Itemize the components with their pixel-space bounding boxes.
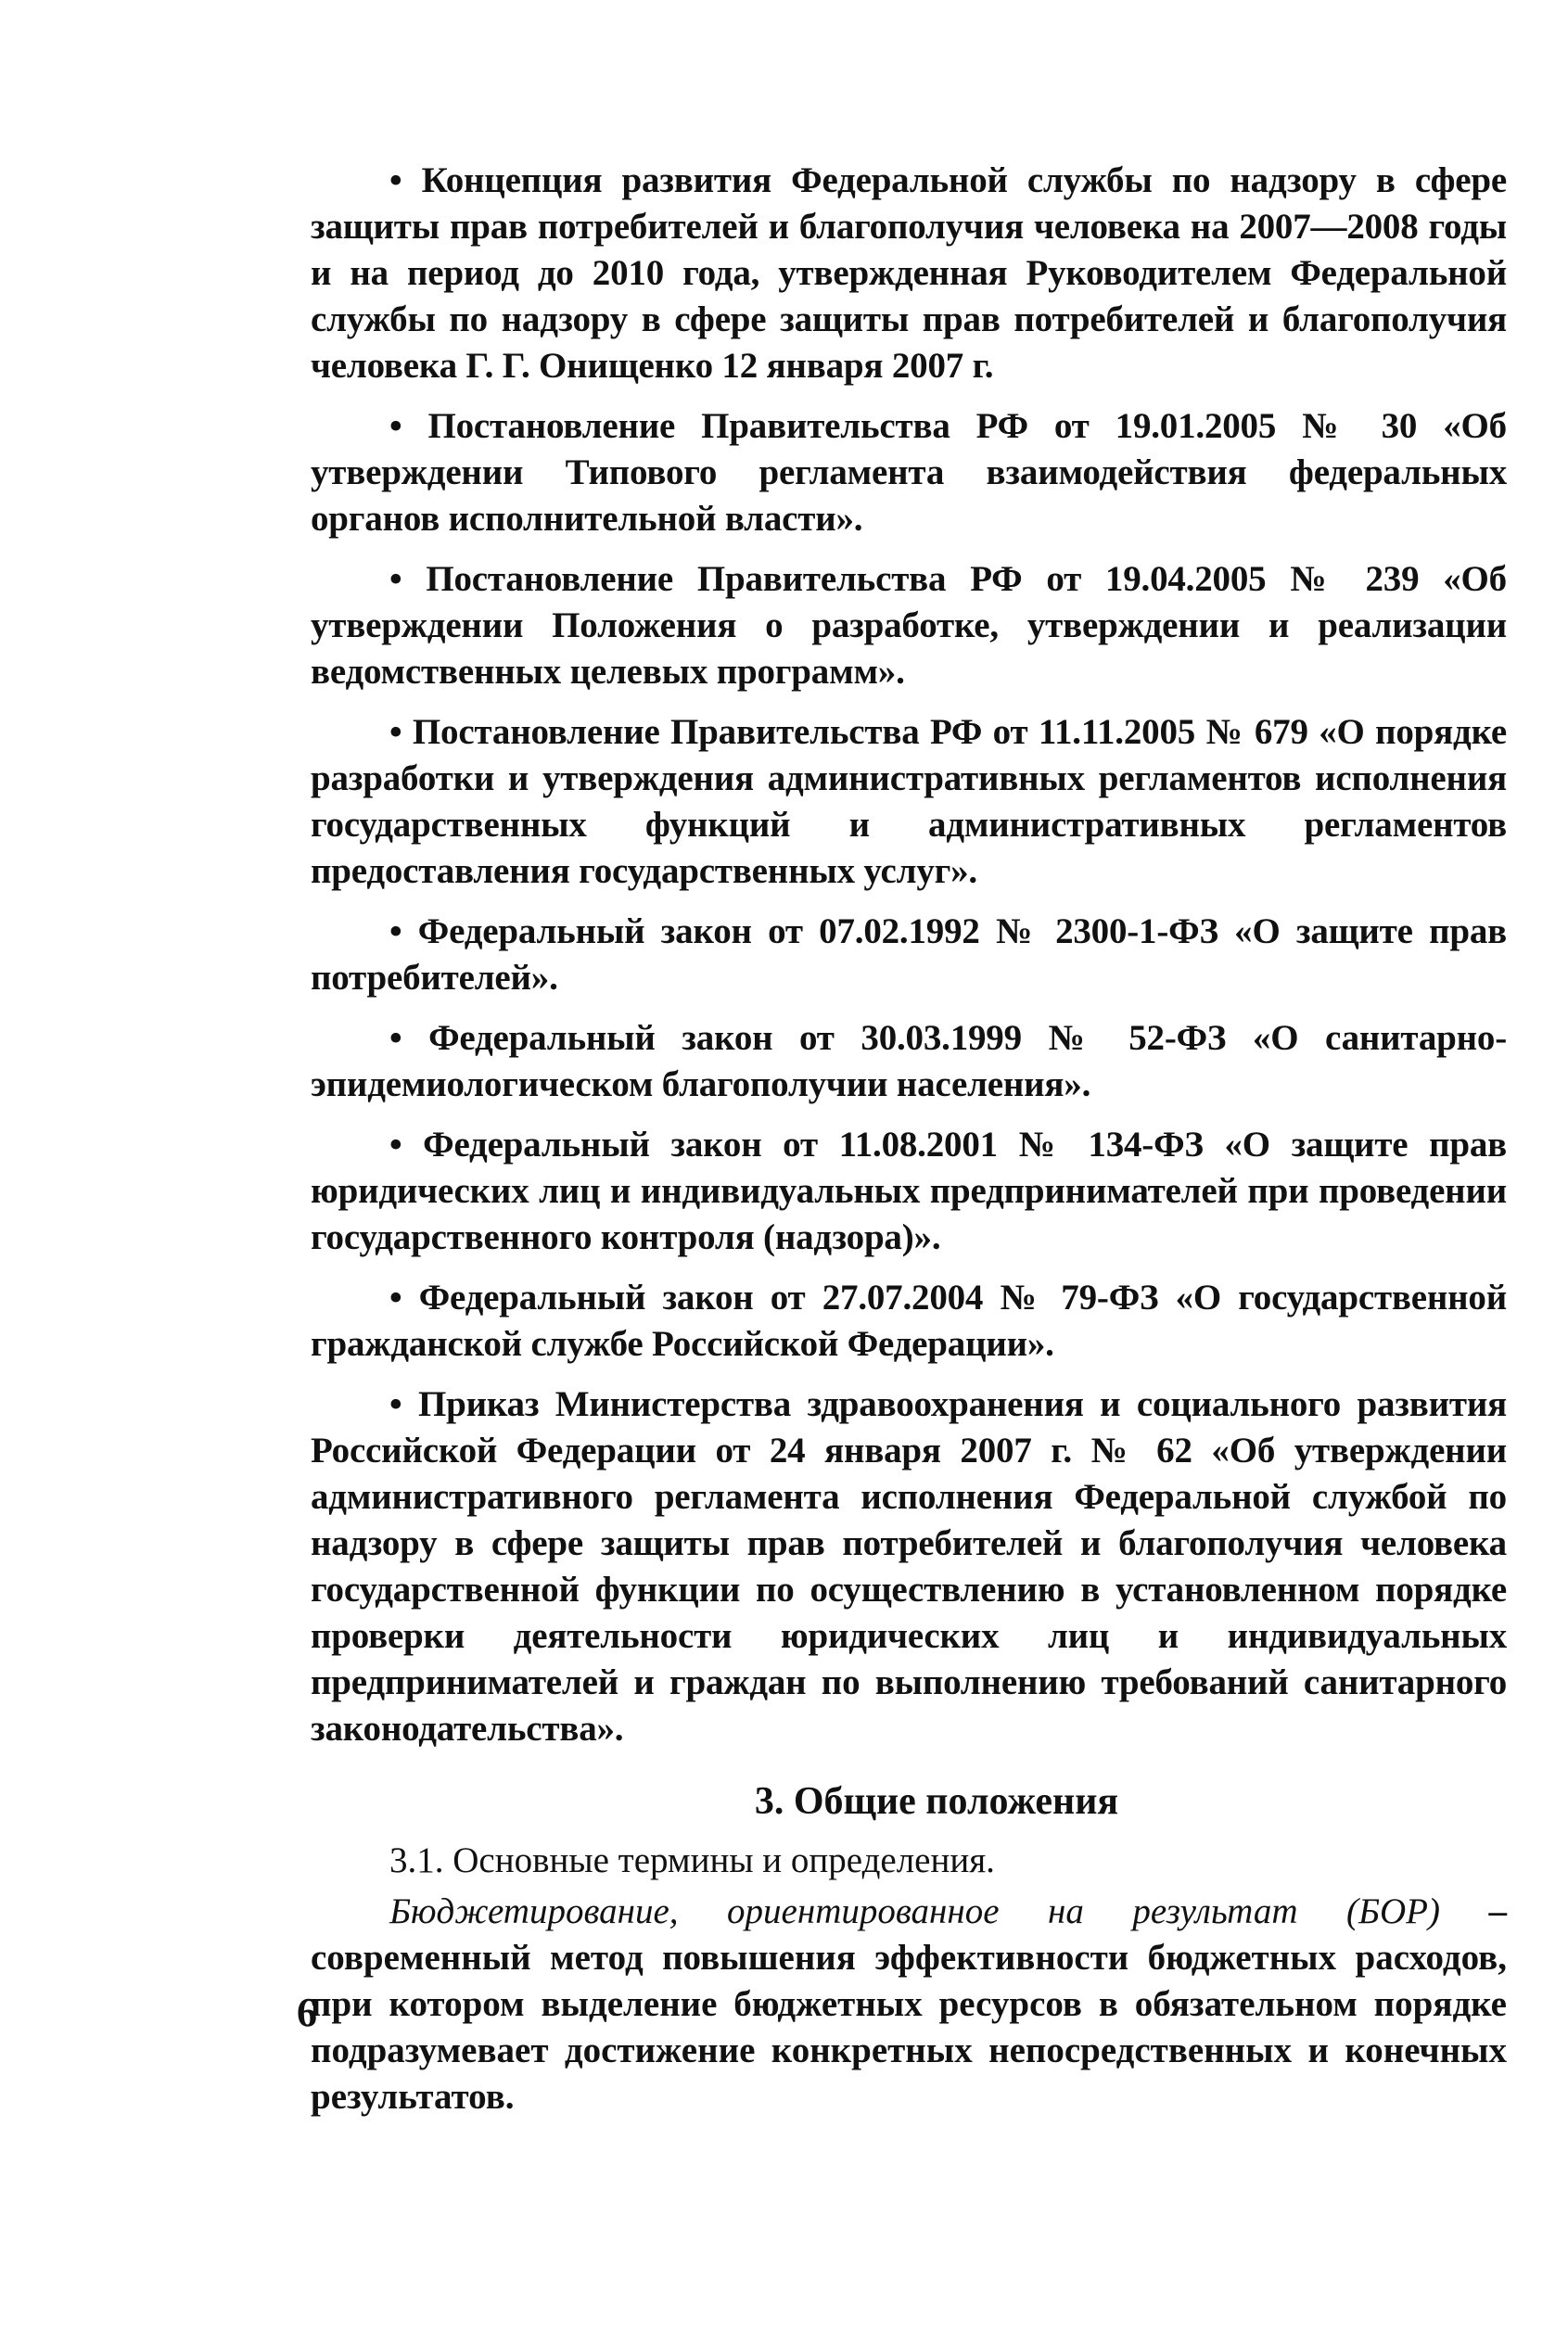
bullet-icon: • — [389, 712, 402, 752]
bullet-icon: • — [389, 559, 402, 599]
definition-text: – современный метод повышения эффективности бюджетных расходов, при котором выделение бюджетных ресурсов в обязательном порядке подразумевает достижение конкретных непосредственных и конечных результатов. — [311, 1891, 1507, 2117]
list-item-text: Федеральный закон от 30.03.1999 № 52-ФЗ «О санитарно-эпидемиологическом благополучии населения». — [311, 1018, 1507, 1104]
subsection-title: 3.1. Основные термины и определения. — [389, 1840, 995, 1880]
bullet-icon: • — [389, 1125, 402, 1165]
list-item-text: Постановление Правительства РФ от 19.01.2005 № 30 «Об утверждении Типового регламента взаимодействия федеральных органов исполнительной власти». — [311, 406, 1507, 539]
list-item-text: Федеральный закон от 27.07.2004 № 79-ФЗ «О государственной гражданской службе Российской Федерации». — [311, 1278, 1507, 1364]
page-number: 6 — [297, 1990, 317, 2035]
section-heading: 3. Общие положения — [754, 1780, 1119, 1823]
list-item-text: Приказ Министерства здравоохранения и социального развития Российской Федерации от 24 января 2007 г. № 62 «Об утверждении административного регламента исполнения Федеральной службой по надзору в сфере защиты прав потребителей и благополучия человека государственной функции по осуществлению в установленном порядке проверки деятельности юридических лиц и индивидуальных предпринимателей и граждан по выполнению требований санитарного законодательства». — [311, 1384, 1507, 1749]
list-item — [311, 403, 1507, 542]
list-item-text: Федеральный закон от 07.02.1992 № 2300-1-ФЗ «О защите прав потребителей». — [311, 911, 1507, 998]
list-item-text: Федеральный закон от 11.08.2001 № 134-ФЗ «О защите прав юридических лиц и индивидуальных предпринимателей при проведении государственного контроля (надзора)». — [311, 1125, 1507, 1257]
bullet-icon: • — [389, 911, 402, 951]
list-item-text: Постановление Правительства РФ от 11.11.2005 № 679 «О порядке разработки и утверждения административных регламентов исполнения государственных функций и административных регламентов предоставления государственных услуг». — [311, 712, 1507, 891]
list-item — [311, 909, 1507, 1001]
definition-term: Бюджетирование, ориентированное на результат (БОР) — [389, 1891, 1440, 1931]
references-list — [311, 158, 1507, 1752]
list-item-text: Постановление Правительства РФ от 19.04.2005 № 239 «Об утверждении Положения о разработке, утверждении и реализации ведомственных целевых программ». — [311, 559, 1507, 692]
bullet-icon: • — [389, 1278, 402, 1318]
list-item — [311, 1015, 1507, 1108]
list-item — [311, 158, 1507, 389]
bullet-icon: • — [389, 406, 402, 446]
document-page — [311, 158, 1507, 2120]
list-item — [311, 556, 1507, 695]
definition-paragraph — [311, 1889, 1507, 2120]
list-item — [311, 1122, 1507, 1261]
list-item-text: Концепция развития Федеральной службы по надзору в сфере защиты прав потребителей и благополучия человека на 2007—2008 годы и на период до 2010 года, утвержденная Руководителем Федеральной службы по надзору в сфере защиты прав потребителей и благополучия человека Г. Г. Онищенко 12 января 2007 г. — [311, 160, 1507, 386]
list-item — [311, 1275, 1507, 1368]
bullet-icon: • — [389, 1018, 402, 1058]
list-item — [311, 1381, 1507, 1752]
list-item — [311, 709, 1507, 895]
bullet-icon: • — [389, 160, 402, 200]
bullet-icon: • — [389, 1384, 402, 1424]
